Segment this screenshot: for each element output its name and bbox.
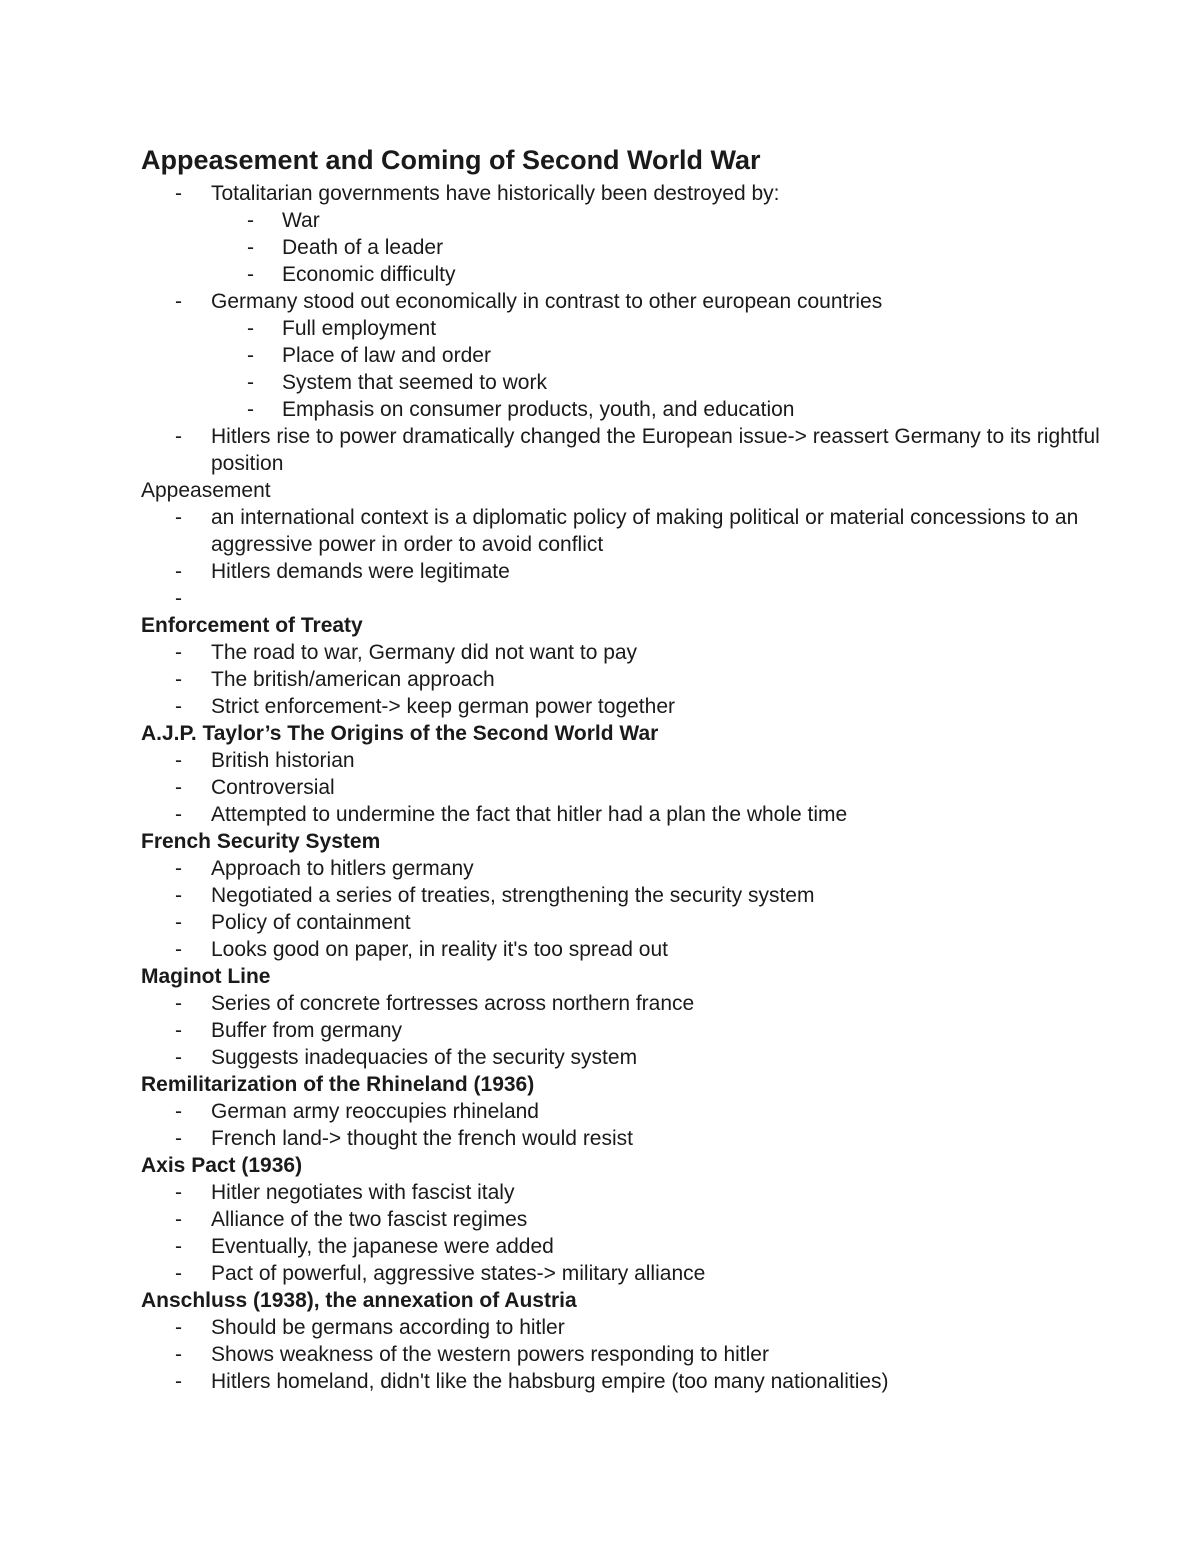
bullet-item: - British historian [141, 747, 1141, 774]
section-heading: A.J.P. Taylor’s The Origins of the Second World War [141, 722, 659, 745]
bullet-item: - Alliance of the two fascist regimes [141, 1206, 1141, 1233]
bullet-item: - Looks good on paper, in reality it's too spread out [141, 936, 1141, 963]
document-body [141, 180, 1141, 1395]
bullet-item: - Hitlers homeland, didn't like the habsburg empire (too many nationalities) [141, 1368, 1141, 1395]
section [141, 828, 1141, 963]
bullet-item: - Hitlers demands were legitimate [141, 558, 1141, 585]
section-heading: Appeasement [141, 479, 271, 502]
bullet-item: - French land-> thought the french would resist [141, 1125, 1141, 1152]
section-heading: French Security System [141, 830, 381, 853]
bullet-item: - Attempted to undermine the fact that hitler had a plan the whole time [141, 801, 1141, 828]
bullet-list [141, 1098, 1141, 1152]
sub-bullet-item: - Economic difficulty [141, 261, 1141, 288]
bullet-item: - Suggests inadequacies of the security system [141, 1044, 1141, 1071]
sub-bullet-item: - Emphasis on consumer products, youth, and education [141, 396, 1141, 423]
bullet-item: - The road to war, Germany did not want to pay [141, 639, 1141, 666]
section [141, 1071, 1141, 1152]
section [141, 720, 1141, 828]
bullet-item: - Series of concrete fortresses across northern france [141, 990, 1141, 1017]
bullet-list [141, 1179, 1141, 1287]
bullet-item [141, 585, 1141, 612]
bullet-item: - Hitler negotiates with fascist italy [141, 1179, 1141, 1206]
bullet-item: - Shows weakness of the western powers responding to hitler [141, 1341, 1141, 1368]
bullet-item: - Pact of powerful, aggressive states-> military alliance [141, 1260, 1141, 1287]
document-title: Appeasement and Coming of Second World War [141, 145, 761, 175]
bullet-list [141, 504, 1141, 612]
bullet-item: - Hitlers rise to power dramatically changed the European issue-> reassert Germany to its rightful position [141, 423, 1141, 477]
section [141, 477, 1141, 612]
bullet-item: - Should be germans according to hitler [141, 1314, 1141, 1341]
bullet-item: - Strict enforcement-> keep german power together [141, 693, 1141, 720]
sub-bullet-item: - Death of a leader [141, 234, 1141, 261]
sub-bullet-item: - Full employment [141, 315, 1141, 342]
bullet-list [141, 639, 1141, 720]
bullet-item: - Controversial [141, 774, 1141, 801]
bullet-item: - Policy of containment [141, 909, 1141, 936]
bullet-item: - Eventually, the japanese were added [141, 1233, 1141, 1260]
sub-bullet-item: - Place of law and order [141, 342, 1141, 369]
bullet-item: - Buffer from germany [141, 1017, 1141, 1044]
sub-bullet-item: - System that seemed to work [141, 369, 1141, 396]
section-heading: Remilitarization of the Rhineland (1936) [141, 1073, 535, 1096]
bullet-item: - an international context is a diplomatic policy of making political or material concessions to an aggressive power in order to avoid conflict [141, 504, 1141, 558]
bullet-list [141, 747, 1141, 828]
document-page [141, 140, 1141, 1395]
bullet-item: - Germany stood out economically in contrast to other european countries [141, 288, 1141, 315]
bullet-item: - Negotiated a series of treaties, strengthening the security system [141, 882, 1141, 909]
bullet-list [141, 855, 1141, 963]
section-heading: Maginot Line [141, 965, 271, 988]
section-heading: Enforcement of Treaty [141, 614, 363, 637]
bullet-list [141, 180, 1141, 477]
section [141, 612, 1141, 720]
section [141, 1152, 1141, 1287]
bullet-item: - Totalitarian governments have historically been destroyed by: [141, 180, 1141, 207]
section [141, 963, 1141, 1071]
bullet-item: - The british/american approach [141, 666, 1141, 693]
bullet-list [141, 990, 1141, 1071]
section-heading: Anschluss (1938), the annexation of Austria [141, 1289, 577, 1312]
bullet-item: - German army reoccupies rhineland [141, 1098, 1141, 1125]
bullet-list [141, 1314, 1141, 1395]
section-heading: Axis Pact (1936) [141, 1154, 303, 1177]
section [141, 1287, 1141, 1395]
sub-bullet-item: - War [141, 207, 1141, 234]
section [141, 180, 1141, 477]
bullet-item: - Approach to hitlers germany [141, 855, 1141, 882]
